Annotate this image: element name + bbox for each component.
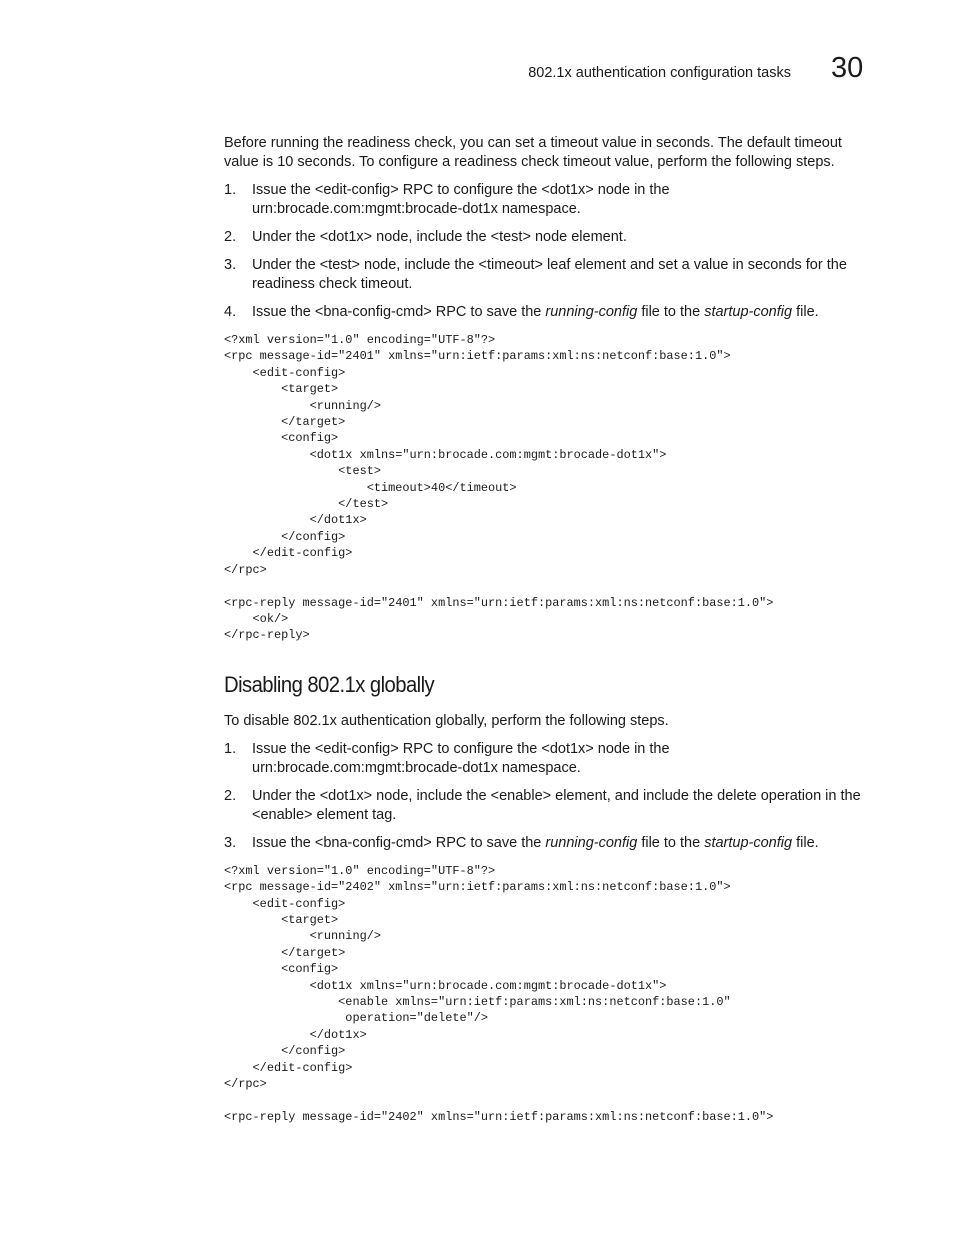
step-text: Under the <test> node, include the <timeout> leaf element and set a value in seconds for the readiness check timeout. <box>252 257 847 292</box>
step-number: 3. <box>224 834 237 851</box>
list-item <box>224 181 874 219</box>
step-text: Under the <dot1x> node, include the <enable> element, and include the delete operation in the <enable> element tag. <box>252 787 861 823</box>
disable-steps-list <box>224 740 874 853</box>
chapter-number: 30 <box>831 52 864 84</box>
step-text <box>252 304 819 320</box>
step-text-part: file. <box>792 304 819 320</box>
list-item <box>224 303 874 322</box>
running-header-title: 802.1x authentication configuration tasks <box>528 65 791 81</box>
step-emphasis: startup-config <box>704 304 793 320</box>
step-number: 1. <box>224 182 237 198</box>
step-text-part: Issue the <bna-config-cmd> RPC to save the <box>252 834 546 851</box>
section-intro: To disable 802.1x authentication globally, perform the following steps. <box>224 712 669 729</box>
step-text <box>252 835 819 851</box>
code-example-disable: <?xml version="1.0" encoding="UTF-8"?> <rpc message-id="2402" xmlns="urn:ietf:params:xml:ns:netconf:base:1.0"> <edit-config> <target> <running/> </target> <config> <dot1x xmlns="urn:brocade.com:mgmt:brocade-dot1x"> <enable xmlns="urn:ietf:params:xml:ns:netconf:base:1.0" operation="delete"/> </dot1x> </config> </edit-config> </rpc> <rpc-reply message-id="2402" xmlns="urn:ietf:params:xml:ns:netconf:base:1.0"> <box>224 863 774 1124</box>
page-body <box>224 134 874 1125</box>
step-number: 2. <box>224 229 237 245</box>
step-number: 4. <box>224 304 237 320</box>
list-item <box>224 228 874 247</box>
timeout-steps-list <box>224 181 874 322</box>
list-item <box>224 834 874 853</box>
list-item <box>224 787 874 825</box>
step-emphasis: startup-config <box>704 834 793 851</box>
step-number: 1. <box>224 740 237 757</box>
step-text-part: Issue the <bna-config-cmd> RPC to save the <box>252 304 546 320</box>
step-text: Issue the <edit-config> RPC to configure the <dot1x> node in the urn:brocade.com:mgmt:brocade-dot1x namespace. <box>252 182 670 217</box>
step-emphasis: running-config <box>545 304 638 320</box>
step-number: 2. <box>224 787 237 804</box>
list-item <box>224 256 874 294</box>
step-text: Issue the <edit-config> RPC to configure the <dot1x> node in the urn:brocade.com:mgmt:brocade-dot1x namespace. <box>252 740 670 776</box>
code-example-timeout: <?xml version="1.0" encoding="UTF-8"?> <rpc message-id="2401" xmlns="urn:ietf:params:xml:ns:netconf:base:1.0"> <edit-config> <target> <running/> </target> <config> <dot1x xmlns="urn:brocade.com:mgmt:brocade-dot1x"> <test> <timeout>40</timeout> </test> </dot1x> </config> </edit-config> </rpc> <rpc-reply message-id="2401" xmlns="urn:ietf:params:xml:ns:netconf:base:1.0"> <ok/> </rpc-reply> <box>224 333 774 643</box>
intro-paragraph: Before running the readiness check, you can set a timeout value in seconds. The default timeout value is 10 seconds. To configure a readiness check timeout value, perform the following steps. <box>224 135 842 170</box>
step-text-part: file. <box>792 834 819 851</box>
step-text-part: file to the <box>637 834 705 851</box>
list-item <box>224 740 874 778</box>
step-number: 3. <box>224 257 237 273</box>
step-text-part: file to the <box>637 304 705 320</box>
step-text: Under the <dot1x> node, include the <test> node element. <box>252 229 627 245</box>
section-heading: Disabling 802.1x globally <box>224 671 435 697</box>
step-emphasis: running-config <box>545 834 638 851</box>
